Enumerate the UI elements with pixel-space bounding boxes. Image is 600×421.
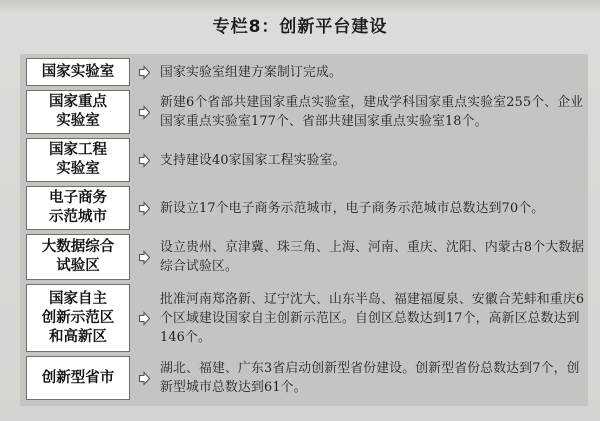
table-row	[20, 138, 588, 182]
row-content: 新设立17个电子商务示范城市，电子商务示范城市总数达到70个。	[160, 200, 545, 216]
row-label: 国家重点 实验室	[26, 90, 130, 134]
arrow-right-icon	[134, 234, 154, 280]
table-row	[20, 90, 588, 134]
row-content: 新建6个省部共建国家重点实验室，建成学科国家重点实验室255个、企业国家重点实验室177个、省部共建国家重点实验室18个。	[160, 95, 584, 129]
row-content: 批准河南郑洛新、辽宁沈大、山东半岛、福建福厦泉、安徽合芜蚌和重庆6个区域建设国家自主创新示范区。自创区总数达到17个，高新区总数达到146个。	[160, 291, 585, 345]
row-content: 国家实验室组建方案制订完成。	[160, 64, 342, 80]
row-label: 国家工程 实验室	[26, 138, 130, 182]
row-label: 大数据综合 试验区	[26, 234, 130, 280]
row-label: 创新型省市	[26, 356, 130, 400]
table-row	[20, 234, 588, 280]
row-content: 设立贵州、京津冀、珠三角、上海、河南、重庆、沈阳、内蒙古8个大数据综合试验区。	[160, 240, 585, 274]
arrow-right-icon	[134, 186, 154, 230]
arrow-right-icon	[134, 90, 154, 134]
table-row	[20, 186, 588, 230]
row-label: 电子商务 示范城市	[26, 186, 130, 230]
column-title: 专栏8：创新平台建设	[212, 17, 388, 37]
table-row	[20, 284, 588, 352]
row-label: 国家自主 创新示范区 和高新区	[26, 284, 130, 352]
arrow-right-icon	[134, 138, 154, 182]
table-row	[20, 58, 588, 86]
table-row	[20, 356, 588, 400]
innovation-platform-table	[20, 54, 588, 406]
row-content: 支持建设40家国家工程实验室。	[160, 152, 346, 168]
row-content: 湖北、福建、广东3省启动创新型省份建设。创新型省份总数达到7个，创新型城市总数达到61个。	[160, 361, 580, 395]
arrow-right-icon	[134, 58, 154, 86]
arrow-right-icon	[134, 284, 154, 352]
row-label: 国家实验室	[26, 58, 130, 86]
arrow-right-icon	[134, 356, 154, 400]
